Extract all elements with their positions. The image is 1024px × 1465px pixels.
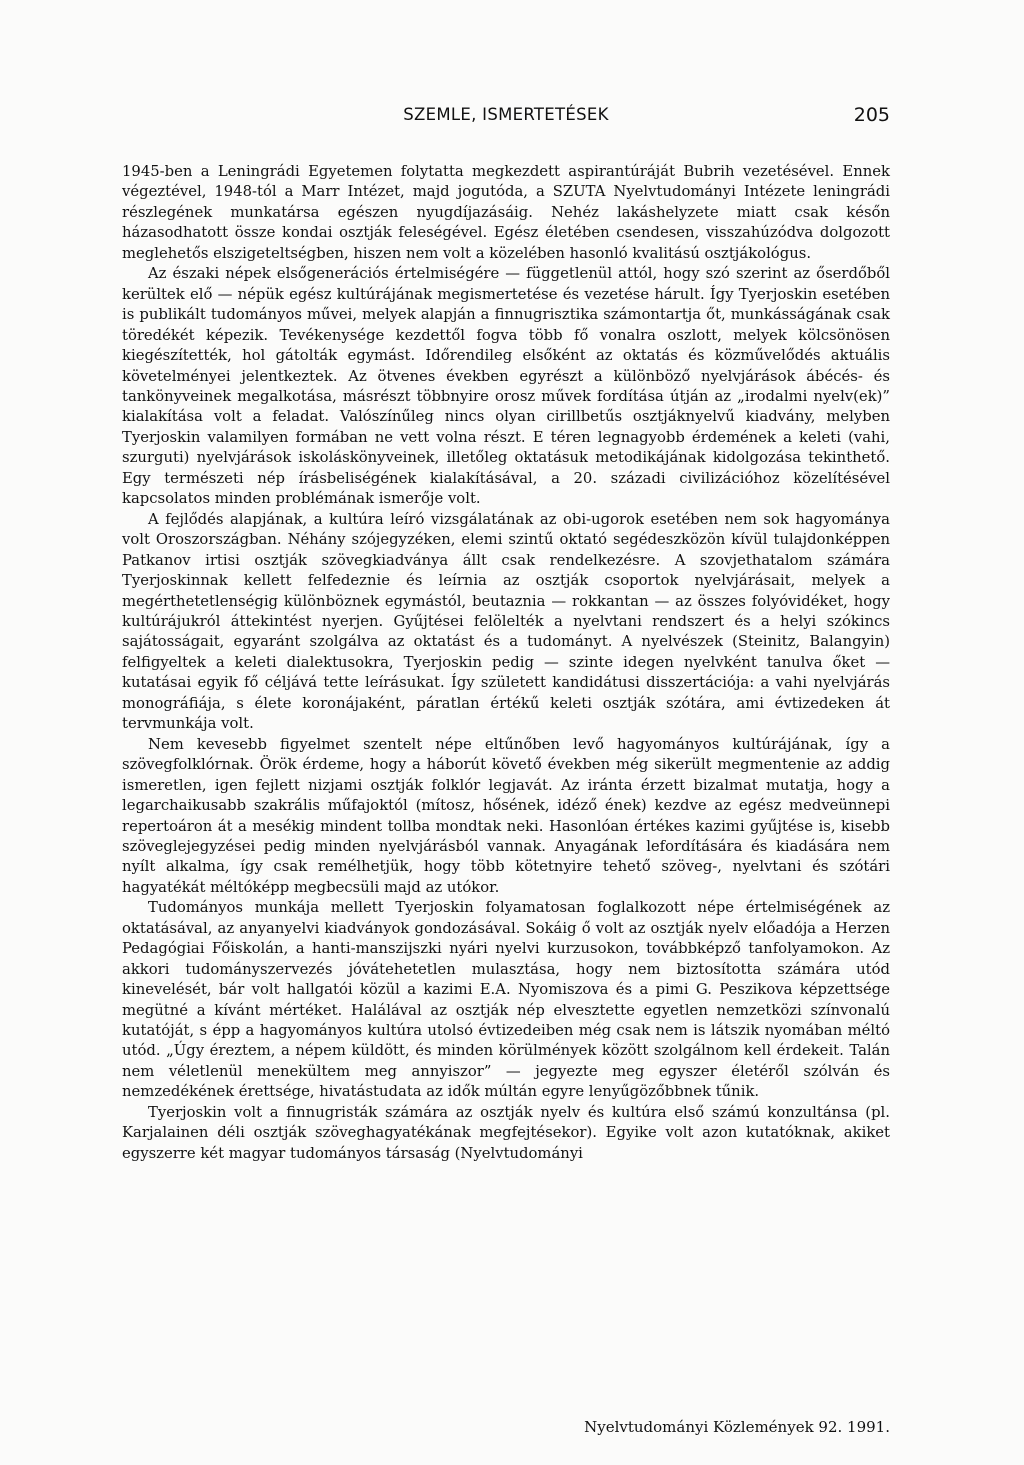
body-text xyxy=(122,162,890,1164)
paragraph-2: Az északi népek elsőgenerációs értelmiségére — függetlenül attól, hogy szó szerint az őserdőből kerültek elő — népük egész kultúrájának megismertetése és vezetése hárult. Így Tyerjoskin esetében is publikált tudományos művei, melyek alapján a finnugrisztika számontartja őt, munkásságának csak töredékét képezik. Tevékenysége kezdettől fogva több fő vonalra oszlott, melyek kölcsönösen kiegészítették, hol gátolták egymást. Időrendileg elsőként az oktatás és közművelődés aktuális követelményei jelentkeztek. Az ötvenes években egyrészt a különböző nyelvjárások ábécés- és tankönyveinek megalkotása, másrészt többnyire orosz művek fordítása útján az „irodalmi nyelv(ek)” kialakítása volt a feladat. Valószínűleg nincs olyan cirillbetűs osztjáknyelvű kiadvány, melyben Tyerjoskin valamilyen formában ne vett volna részt. E téren legnagyobb érdemének a keleti (vahi, szurguti) nyelvjárások iskoláskönyveinek, illetőleg oktatásuk metodikájának kidolgozása tekinthető. Egy természeti nép írásbeliségének kialakításával, a 20. századi civilizációhoz közelítésével kapcsolatos minden problémának ismerője volt. xyxy=(122,265,890,508)
journal-footer: Nyelvtudományi Közlemények 92. 1991. xyxy=(584,1418,890,1436)
running-head: SZEMLE, ISMERTETÉSEK xyxy=(403,105,609,124)
page-header xyxy=(122,102,890,128)
paragraph-4: Nem kevesebb figyelmet szentelt népe eltűnőben levő hagyományos kultúrájának, így a szövegfolklórnak. Örök érdeme, hogy a háborút követő években még sikerült megmentenie az addig ismeretlen, igen fejlett nizjami osztják folklór legjavát. Az iránta érzett bizalmat mutatja, hogy a legarchaikusabb szakrális műfajoktól (mítosz, hősének, idéző ének) kezdve az egész medveünnepi repertoáron át a mesékig mindent tollba mondtak neki. Hasonlóan értékes kazimi gyűjtése is, kisebb szöveglejegyzései pedig minden nyelvjárásból vannak. Anyagának lefordítására és kiadására nem nyílt alkalma, így csak remélhetjük, hogy több kötetnyire tehető szöveg-, nyelvtani és szótári hagyatékát méltóképp megbecsüli majd az utókor. xyxy=(122,735,890,896)
paragraph-6: Tyerjoskin volt a finnugristák számára az osztják nyelv és kultúra első számú konzultánsa (pl. Karjalainen déli osztják szöveghagyatékának megfejtésekor). Egyike volt azon kutatóknak, akiket egyszerre két magyar tudományos társaság (Nyelvtudományi xyxy=(122,1103,890,1162)
paragraph-1: 1945-ben a Leningrádi Egyetemen folytatta megkezdett aspirantúráját Bubrih vezetésével. Ennek végeztével, 1948-tól a Marr Intézet, majd jogutóda, a SZUTA Nyelvtudományi Intézete leningrádi részlegének munkatársa egészen nyugdíjazásáig. Nehéz lakáshelyzete miatt csak későn házasodhatott össze kondai osztják feleségével. Egész életében csendesen, visszahúzódva dolgozott meglehetős elszigeteltségben, hiszen nem volt a közelében hasonló kvalitású osztjákológus. xyxy=(122,163,890,262)
paragraph-5: Tudományos munkája mellett Tyerjoskin folyamatosan foglalkozott népe értelmiségének az oktatásával, az anyanyelvi kiadványok gondozásával. Sokáig ő volt az osztják nyelv előadója a Herzen Pedagógiai Főiskolán, a hanti-manszijszki nyári nyelvi kurzusokon, továbbképző tanfolyamokon. Az akkori tudományszervezés jóvátehetetlen mulasztása, hogy nem biztosította számára utód kinevelését, bár volt hallgatói közül a kazimi E.A. Nyomiszova és a pimi G. Peszikova képzettsége megütné a kívánt mértéket. Halálával az osztják nép elvesztette egyetlen nemzetközi színvonalú kutatóját, s épp a hagyományos kultúra utolsó évtizedeiben még csak nem is látszik nyomában méltó utód. „Úgy éreztem, a népem küldött, és minden körülmények között szolgálnom kell érdekeit. Talán nem véletlenül menekültem meg annyiszor” — jegyezte meg egyszer életéről szólván és nemzedékének érettsége, hivatástudata az idők múltán egyre lenyűgözőbbnek tűnik. xyxy=(122,899,890,1101)
page-number: 205 xyxy=(853,104,890,126)
paragraph-3: A fejlődés alapjának, a kultúra leíró vizsgálatának az obi-ugorok esetében nem sok hagyománya volt Oroszországban. Néhány szójegyzéken, elemi szintű oktató segédeszközön kívül tulajdonképpen Patkanov irtisi osztják szövegkiadványa állt csak rendelkezésre. A szovjethatalom számára Tyerjoskinnak kellett felfedeznie és leírnia az osztják csoportok nyelvjárásait, melyek a megérthetetlenségig különböznek egymástól, beutaznia — rokkantan — az összes folyóvidéket, hogy kultúrájukról áttekintést nyerjen. Gyűjtései felölelték a nyelvtani rendszert és a helyi szókincs sajátosságait, egyaránt szolgálva az oktatást és a tudományt. A nyelvészek (Steinitz, Balangyin) felfigyeltek a keleti dialektusokra, Tyerjoskin pedig — szinte idegen nyelvként tanulva őket — kutatásai egyik fő céljává tette leírásukat. Így született kandidátusi disszertációja: a vahi nyelvjárás monográfiája, s élete koronájaként, páratlan értékű keleti osztják szótára, ami évtizedeken át tervmunkája volt. xyxy=(122,510,890,733)
